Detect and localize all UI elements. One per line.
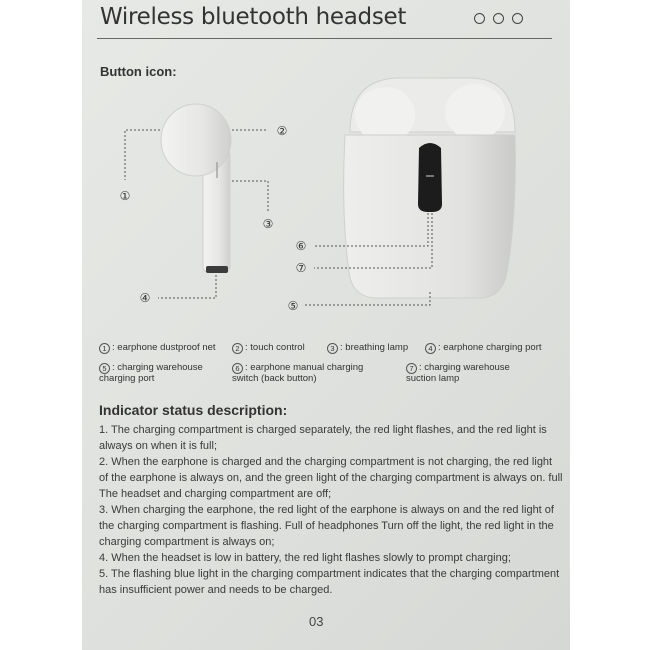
indicator-line: 4. When the headset is low in battery, the red light flashes slowly to prompt charging; bbox=[99, 552, 511, 564]
diagram-label-6: ⑥ bbox=[295, 239, 307, 253]
diagram-label-1: ① bbox=[119, 189, 131, 203]
legend-number: 5 bbox=[99, 363, 110, 374]
diagram-label-2: ② bbox=[276, 124, 288, 138]
legend-number: 3 bbox=[327, 343, 338, 354]
page-title: Wireless bluetooth headset bbox=[100, 4, 407, 30]
indicator-heading: Indicator status description: bbox=[99, 402, 288, 418]
legend-item-1: 1 : earphone dustproof net bbox=[99, 343, 216, 354]
earphone-head bbox=[161, 104, 231, 176]
legend-text: earphone dustproof net bbox=[117, 342, 216, 353]
legend-number: 2 bbox=[232, 343, 243, 354]
button-icon-heading: Button icon: bbox=[100, 64, 177, 79]
indicator-line: 2. When the earphone is charged and the charging compartment is not charging, the red light of the earphone is always on, and the green light of the charging compartment is always on. full The headset and charging compartment are off; bbox=[99, 456, 563, 500]
earphone-charging-contact bbox=[206, 266, 228, 273]
legend-item-2: 2 : touch control bbox=[232, 343, 305, 354]
legend-text: earphone charging port bbox=[443, 342, 542, 353]
diagram-label-3: ③ bbox=[262, 217, 274, 231]
legend-item-7: 7 : charging warehouse suction lamp bbox=[406, 362, 510, 384]
legend-number: 4 bbox=[425, 343, 436, 354]
legend-number: 7 bbox=[406, 363, 417, 374]
legend-text: breathing lamp bbox=[345, 342, 409, 353]
case-earbud-right bbox=[445, 84, 505, 140]
charging-case-illustration bbox=[344, 78, 516, 298]
legend-text: earphone manual charging switch (back button) bbox=[232, 362, 364, 384]
indicator-description bbox=[99, 422, 564, 598]
indicator-line: 1. The charging compartment is charged separately, the red light flashes, and the red light is always on when it is full; bbox=[99, 424, 547, 452]
legend-text: charging warehouse suction lamp bbox=[406, 362, 510, 384]
legend-text: touch control bbox=[250, 342, 305, 353]
indicator-line: 5. The flashing blue light in the charging compartment indicates that the charging compartment has insufficient power and needs to be charged. bbox=[99, 568, 560, 596]
legend-number: 1 bbox=[99, 343, 110, 354]
diagram-label-5: ⑤ bbox=[287, 299, 299, 313]
diagram-label-7: ⑦ bbox=[295, 261, 307, 275]
legend-item-6: 6 : earphone manual charging switch (back button) bbox=[232, 362, 364, 384]
earphone-illustration bbox=[161, 104, 231, 273]
page-number: 03 bbox=[309, 614, 324, 629]
case-window bbox=[418, 143, 442, 212]
indicator-line: 3. When charging the earphone, the red light of the earphone is always on and the red light of the charging compartment is flashing. Full of headphones Turn off the light, the red light in the charging compartment is always on; bbox=[99, 504, 554, 548]
diagram-label-4: ④ bbox=[139, 291, 151, 305]
legend-number: 6 bbox=[232, 363, 243, 374]
legend-item-4: 4 : earphone charging port bbox=[425, 343, 542, 354]
legend-item-3: 3 : breathing lamp bbox=[327, 343, 408, 354]
legend-text: charging warehouse charging port bbox=[99, 362, 203, 384]
legend-item-5: 5 : charging warehouse charging port bbox=[99, 362, 203, 384]
